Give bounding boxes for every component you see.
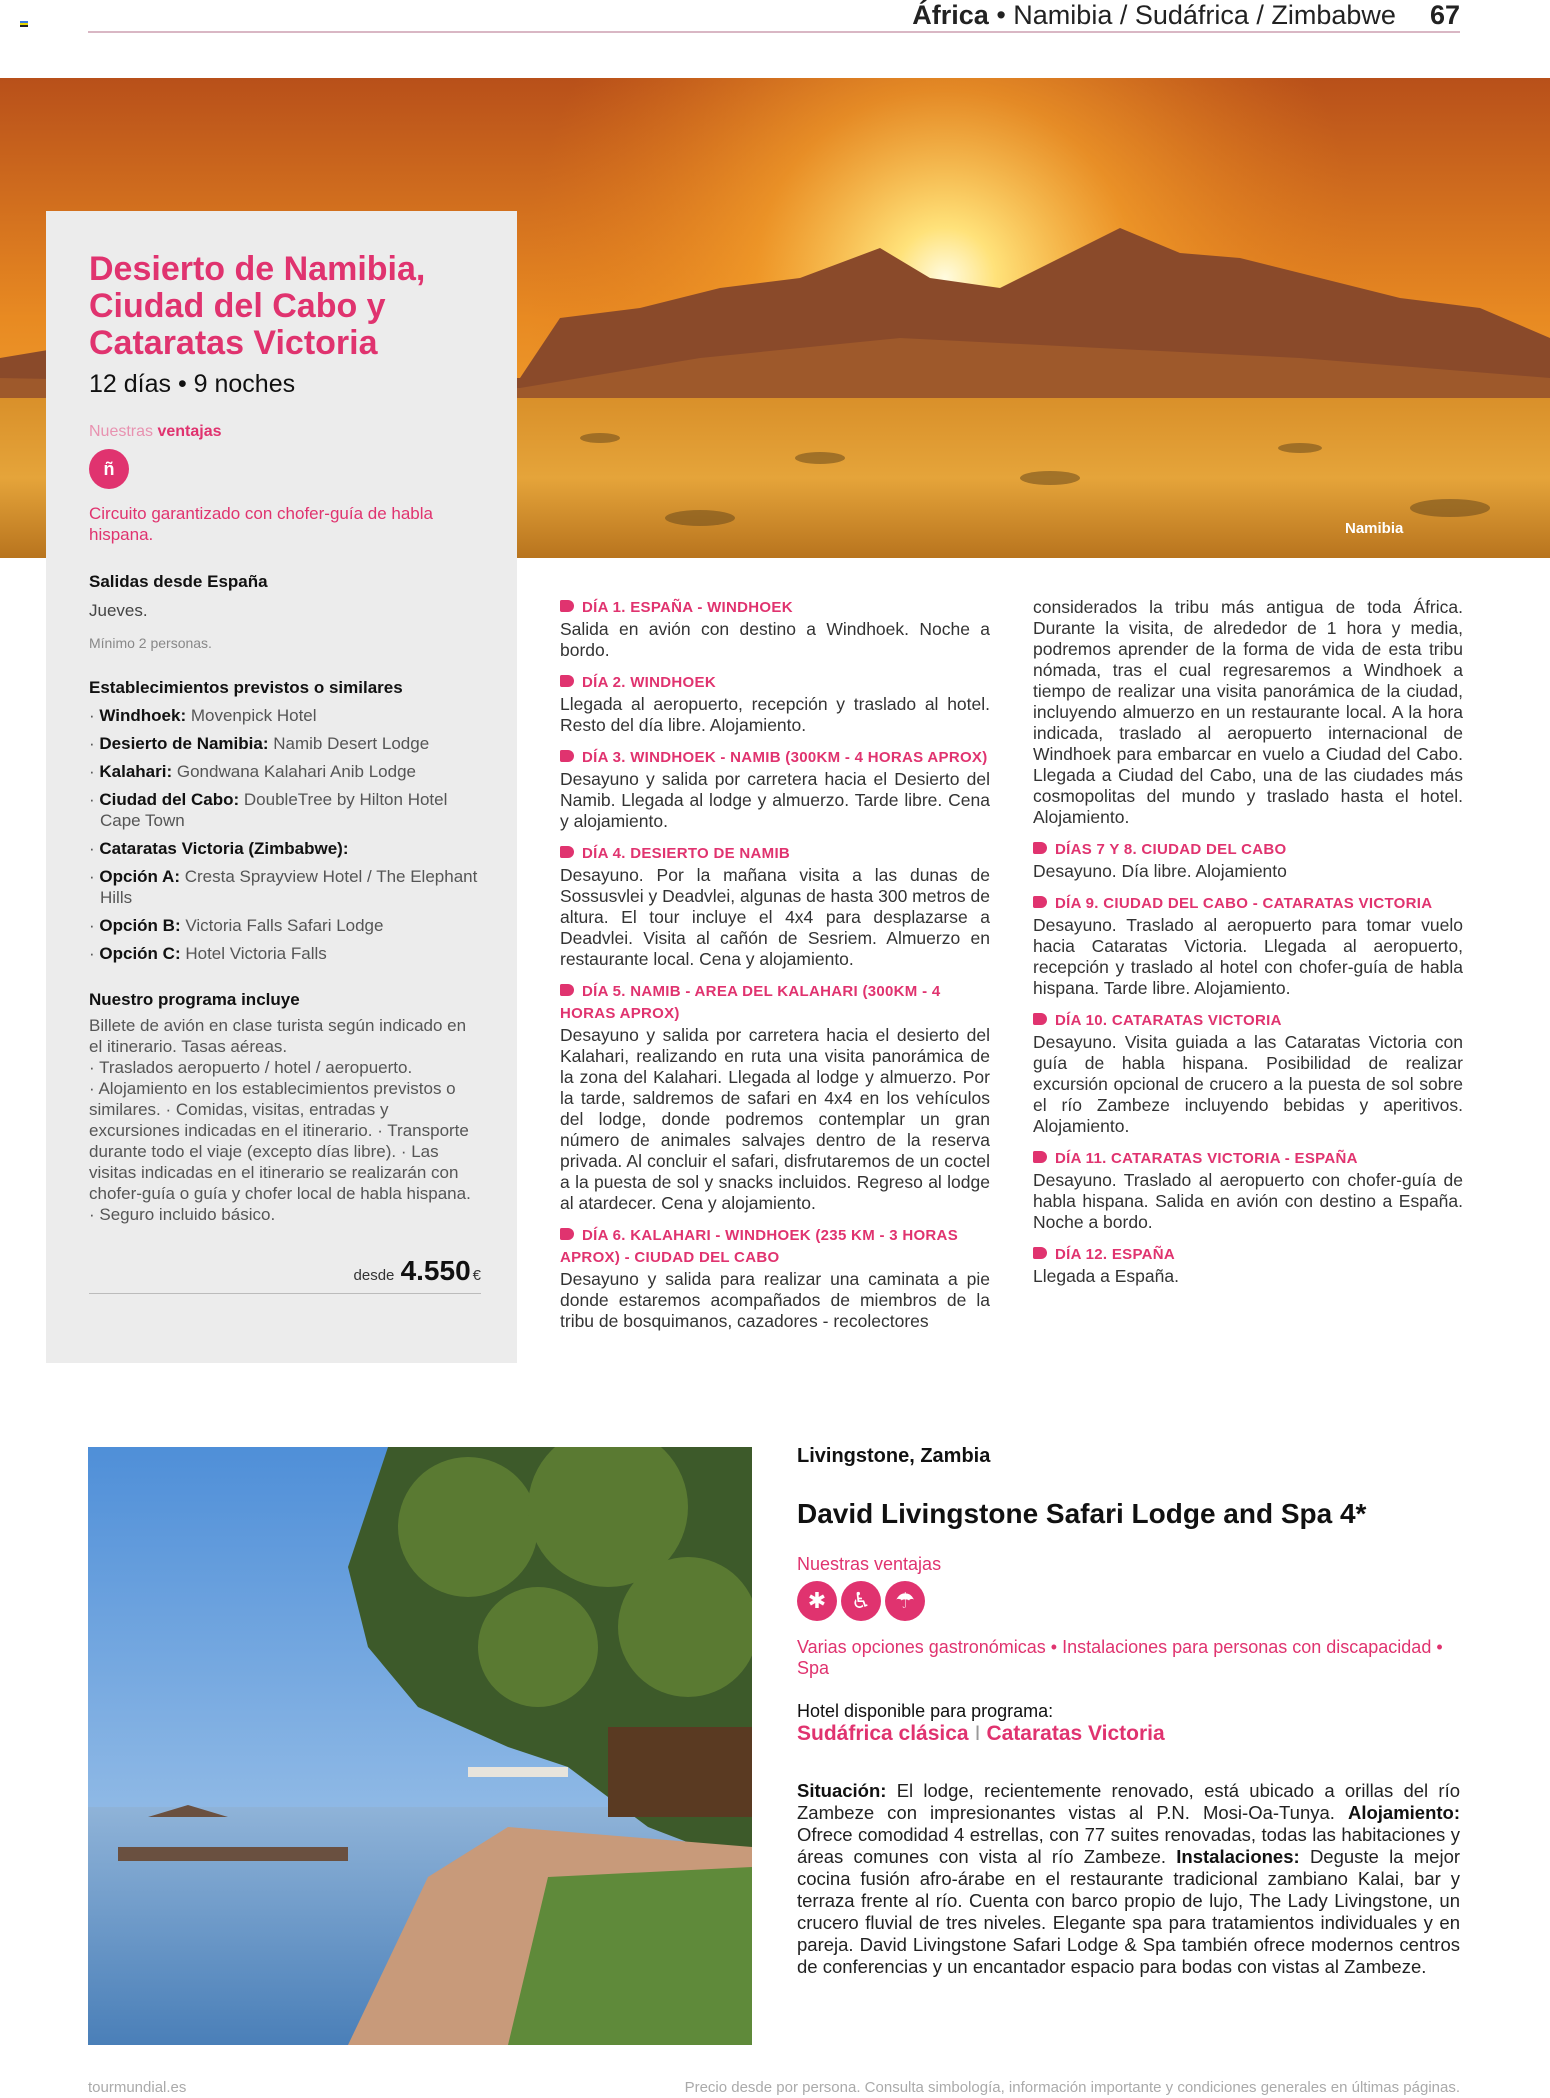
page-header: África • Namibia / Sudáfrica / Zimbabwe 67 [912,0,1460,30]
day-text: Desayuno. Día libre. Alojamiento [1033,861,1287,881]
itinerary-column-1 [560,597,990,1343]
day-title [1033,1148,1463,1170]
itinerary-day [1033,1148,1463,1233]
day-title-text: DÍAS 7 Y 8. CIUDAD DEL CABO [1055,841,1287,858]
itinerary-day [1033,1010,1463,1137]
hotel-advantage-icons [797,1581,1460,1621]
day-text: Desayuno y salida para realizar una caminata a pie donde estaremos acompañados de miembros de la tribu de bosquimanos, cazadores - recolectores [560,1269,990,1331]
page-number: 67 [1429,0,1460,30]
hotel-place: Opción A: [99,867,180,886]
hotel-list-item: · Cataratas Victoria (Zimbabwe): [89,839,349,858]
hotel-place: Ciudad del Cabo: [99,790,240,809]
price [89,1255,481,1287]
day-text: Desayuno. Visita guiada a las Cataratas Victoria con guía de habla hispana. Posibilidad de realizar excursión opcional de crucero a la puesta de sol sobre el río Zambeze incluyendo bebidas y aperitivos. Alojamiento. [1033,1032,1463,1136]
bullet-tag-icon [1033,1151,1047,1163]
day-title-text: DÍA 5. NAMIB - AREA DEL KALAHARI (300KM - 4 HORAS APROX) [560,983,941,1022]
hotel-place: Cataratas Victoria (Zimbabwe): [99,839,349,858]
hotel-list-item: · Windhoek: Movenpick Hotel [89,706,317,725]
program-link[interactable]: Cataratas Victoria [986,1722,1165,1745]
hotel-place: Kalahari: [99,762,173,781]
trip-duration: 12 días • 9 noches [89,370,296,398]
day-title-text: DÍA 6. KALAHARI - WINDHOEK (235 KM - 3 HORAS APROX) - CIUDAD DEL CABO [560,1227,958,1266]
hotel-list-item: · Opción A: Cresta Sprayview Hotel / The Elephant Hills [89,867,478,907]
day-title [560,597,990,619]
itinerary-day [1033,1244,1463,1287]
bullet-tag-icon [560,1228,574,1240]
price-divider [89,1293,481,1294]
day-title [1033,1010,1463,1032]
print-marks [20,21,28,27]
day-title-text: DÍA 2. WINDHOEK [582,674,716,691]
spanish-guide-icon: ñ [89,449,129,489]
day-text: Desayuno y salida por carretera hacia el Desierto del Namib. Llegada al lodge y almuerzo. Tarde libre. Cena y alojamiento. [560,769,990,831]
instalaciones-label: Instalaciones: [1176,1846,1300,1867]
price-currency: € [472,1267,481,1284]
hotel-location: Livingstone, Zambia [797,1445,991,1467]
day-title [1033,1244,1463,1266]
advantages-label-2: ventajas [157,423,222,440]
day-text: Desayuno y salida por carretera hacia el desierto del Kalahari, realizando en ruta una visita panorámica de la zona del Kalahari. Llegada al lodge y almuerzo. Por la tarde, saldremos de safari en 4x4 en los vehículos del lodge, donde podremos contemplar un gran número de animales salvajes dentro de la reserva privada. Al concluir el safari, disfrutaremos de un coctel a la puesta de sol y snacks incluidos. Regreso al lodge al atardecer. Cena y alojamiento. [560,1025,990,1213]
footer-note: Precio desde por persona. Consulta simbología, información importante y condiciones generales en últimas páginas. [684,2079,1460,2096]
hotel-name: David Livingstone Safari Lodge and Spa 4* [797,1498,1367,1529]
hotel-list-item: · Ciudad del Cabo: DoubleTree by Hilton Hotel Cape Town [89,790,448,830]
itinerary-day [560,672,990,736]
program-link[interactable]: Sudáfrica clásica [797,1722,969,1745]
bullet-tag-icon [560,750,574,762]
day-title-text: DÍA 4. DESIERTO DE NAMIB [582,845,791,862]
bullet-tag-icon [1033,1013,1047,1025]
header-divider [88,31,1460,33]
hotel-name: DoubleTree by Hilton Hotel Cape Town [100,790,448,830]
day-text: Desayuno. Traslado al aeropuerto para tomar vuelo hacia Cataratas Victoria. Llegada al aeropuerto, recepción y traslado al hotel con chofer-guía de habla hispana. Tarde libre. Alojamiento. [1033,915,1463,998]
bullet-tag-icon [1033,1247,1047,1259]
bullet-tag-icon [560,600,574,612]
itinerary-day [1033,839,1463,882]
day-title-text: DÍA 3. WINDHOEK - NAMIB (300KM - 4 HORAS APROX) [582,749,988,766]
hotel-list-item: · Kalahari: Gondwana Kalahari Anib Lodge [89,762,417,781]
hotel-photo [88,1447,752,2045]
countries: Namibia / Sudáfrica / Zimbabwe [1013,0,1396,30]
hotels-title: Establecimientos previstos o similares [89,678,403,697]
situacion-label: Situación: [797,1780,887,1801]
programs [797,1722,1460,1746]
hotel-advantages-text: Varias opciones gastronómicas • Instalaciones para personas con discapacidad • Spa [797,1637,1443,1678]
available-label: Hotel disponible para programa: [797,1701,1054,1721]
hotel-advantages-label: Nuestras ventajas [797,1554,942,1574]
day-title-text: DÍA 9. CIUDAD DEL CABO - CATARATAS VICTORIA [1055,895,1433,912]
itinerary-column-2 [1033,597,1463,1298]
departures-title: Salidas desde España [89,572,268,591]
accessibility-icon: ♿ [841,1581,881,1621]
itinerary-day [1033,893,1463,999]
hotel-description [797,1780,1460,1978]
day-title [560,747,990,769]
day-title [560,843,990,865]
itinerary-day [560,597,990,661]
alojamiento-text: Ofrece comodidad 4 estrellas, con 77 suites renovadas, todas las habitaciones y áreas comunes con vista al río Zambeze. [797,1824,1460,1867]
footer-site[interactable]: tourmundial.es [88,2079,187,2096]
hotel-name: Hotel Victoria Falls [185,944,327,963]
day-text-continued: considerados la tribu más antigua de toda África. Durante la visita, de alrededor de 1 hora y media, podremos aprender de la forma de vida de esta tribu nómada, tras el cual regresaremos a Windhoek a tiempo de realizar una visita panorámica de la ciudad, incluyendo almuerzo en un restaurante local. A la hora indicada, traslado al aeropuerto internacional de Windhoek para embarcar en vuelo a Ciudad del Cabo. Llegada a Ciudad del Cabo, una de las ciudades más cosmopolitas del mundo y traslado hasta el hotel. Alojamiento. [1033,597,1463,827]
bullet-tag-icon [560,984,574,996]
minimum-people: Mínimo 2 personas. [89,635,212,651]
hotel-name: Cresta Sprayview Hotel / The Elephant Hills [100,867,478,907]
trip-title: Desierto de Namibia, Ciudad del Cabo y Cataratas Victoria [89,250,426,362]
advantages-label-1: Nuestras [89,423,154,440]
hotel-place: Opción B: [99,916,181,935]
itinerary-day [560,747,990,832]
hotel-place: Windhoek: [99,706,187,725]
hotel-section [797,1445,1460,1978]
includes-title: Nuestro programa incluye [89,990,300,1009]
instalaciones-text: Deguste la mejor cocina fusión afro-árabe en el restaurante tradicional zambiano Kalai, bar y terraza frente al río. Cuenta con barco propio de lujo, The Lady Livingstone, un crucero fluvial de tres niveles. Elegante spa para tratamientos individuales y en pareja. David Livingstone Safari Lodge & Spa también ofrece modernos centros de conferencias y un encantador espacio para bodas con vistas al Zambeze. [797,1846,1461,1977]
day-title [1033,839,1463,861]
spa-icon: ☂ [885,1581,925,1621]
day-title-text: DÍA 11. CATARATAS VICTORIA - ESPAÑA [1055,1150,1358,1167]
includes-text: Billete de avión en clase turista según indicado en el itinerario. Tasas aéreas. · Traslados aeropuerto / hotel / aeropuerto. · Alojamiento en los establecimientos previstos o similares. · Comidas, visitas, entradas y excursiones indicadas en el itinerario. · Transporte durante todo el viaje (excepto días libre). · Las visitas indicadas en el itinerario se realizarán con chofer-guía o guía y chofer local de habla hispana. · Seguro incluido básico. [89,1016,471,1224]
day-title [560,1225,990,1269]
day-title-text: DÍA 1. ESPAÑA - WINDHOEK [582,599,793,616]
day-title [560,672,990,694]
hotel-list-item: · Desierto de Namibia: Namib Desert Lodge [89,734,430,753]
situacion-text: El lodge, recientemente renovado, está ubicado a orillas del río Zambeze con impresionantes vistas al P.N. Mosi-Oa-Tunya. [797,1780,1461,1823]
dining-icon: ✱ [797,1581,837,1621]
day-title-text: DÍA 10. CATARATAS VICTORIA [1055,1012,1282,1029]
bullet-tag-icon [1033,842,1047,854]
hotel-list-item: · Opción B: Victoria Falls Safari Lodge [89,916,384,935]
hotel-name: Gondwana Kalahari Anib Lodge [176,762,417,781]
hotel-place: Desierto de Namibia: [99,734,269,753]
hotel-name: Victoria Falls Safari Lodge [185,916,384,935]
day-text: Desayuno. Por la mañana visita a las dunas de Sossusvlei y Deadvlei, algunas de hasta 300 metros de altura. El tour incluye el 4x4 para desplazarse a Deadvlei. Visita al cañón de Sesriem. Almuerzo en restaurante local. Cena y alojamiento. [560,865,990,969]
departures-day: Jueves. [89,601,148,620]
day-title-text: DÍA 12. ESPAÑA [1055,1246,1176,1263]
itinerary-day [560,843,990,970]
alojamiento-label: Alojamiento: [1347,1802,1461,1823]
advantage-text: Circuito garantizado con chofer-guía de habla hispana. [89,504,433,544]
hotel-list-item: · Opción C: Hotel Victoria Falls [89,944,327,963]
day-text: Salida en avión con destino a Windhoek. Noche a bordo. [560,619,990,660]
program-separator: I [974,1722,981,1745]
hotel-place: Opción C: [99,944,181,963]
day-text: Llegada al aeropuerto, recepción y traslado al hotel. Resto del día libre. Alojamiento. [560,694,990,735]
day-text: Llegada a España. [1033,1266,1179,1286]
price-prefix: desde [353,1267,395,1284]
itinerary-day [560,981,990,1214]
day-title [560,981,990,1025]
hotel-name: Namib Desert Lodge [273,734,430,753]
advantages-label [89,423,481,441]
region: África [912,0,989,30]
hotel-name: Movenpick Hotel [190,706,317,725]
day-title [1033,893,1463,915]
bullet-tag-icon [1033,896,1047,908]
bullet-tag-icon [560,846,574,858]
price-value: 4.550 [400,1255,471,1286]
trip-summary-panel [46,211,517,1363]
photo-caption: Namibia [1345,520,1404,537]
itinerary-continuation [1033,597,1463,828]
bullet-tag-icon [560,675,574,687]
itinerary-day [560,1225,990,1332]
hotels-list [89,705,481,971]
day-text: Desayuno. Traslado al aeropuerto con chofer-guía de habla hispana. Salida en avión con destino a España. Noche a bordo. [1033,1170,1463,1232]
